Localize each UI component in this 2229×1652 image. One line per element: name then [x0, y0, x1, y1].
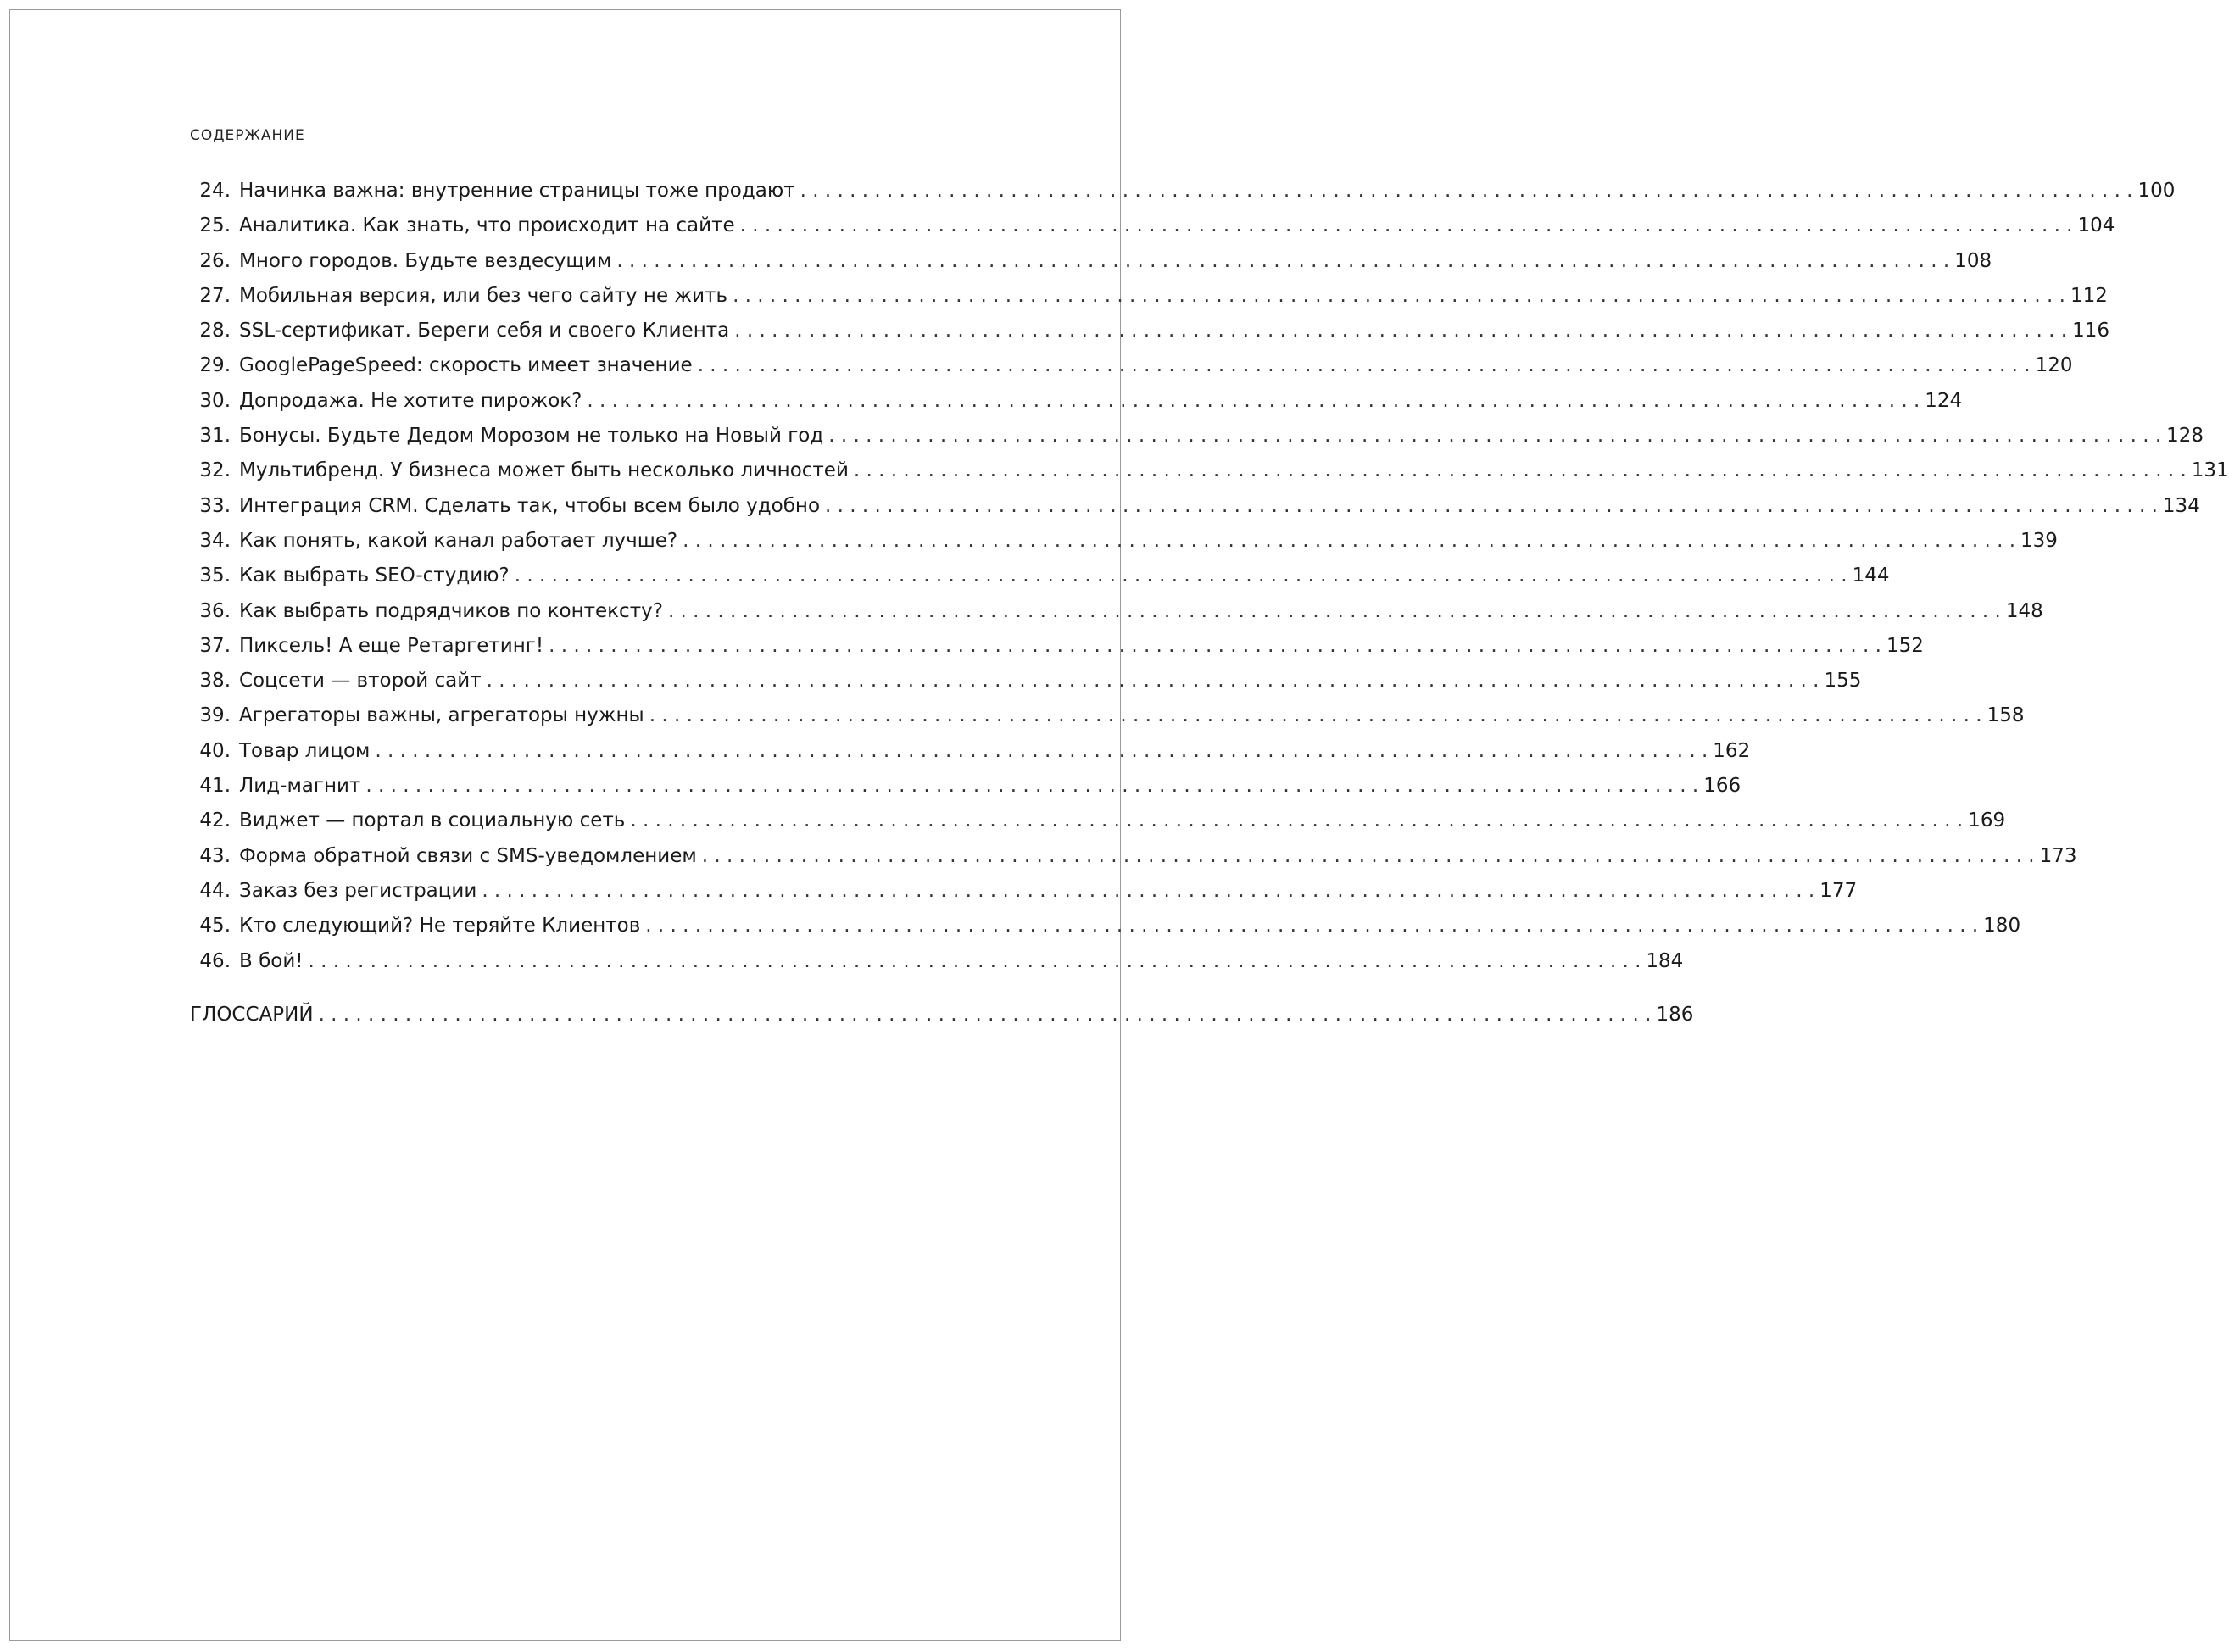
- toc-entry-title: Бонусы. Будьте Дедом Морозом не только на Новый год: [239, 425, 824, 448]
- dot-leader: [825, 495, 2158, 517]
- toc-entry-title: GooglePageSpeed: скорость имеет значение: [239, 354, 693, 377]
- toc-entry-number: 39.: [199, 704, 231, 727]
- glossary-title: ГЛОССАРИЙ: [190, 1004, 314, 1026]
- toc-entry-page: 166: [1703, 775, 1741, 798]
- toc-entry-number: 27.: [199, 284, 231, 307]
- toc-entry-page: 177: [1819, 879, 1858, 902]
- toc-entry-glossary[interactable]: [190, 1004, 1694, 1038]
- glossary-entry[interactable]: [190, 1004, 1694, 1038]
- toc-entry[interactable]: [190, 494, 2200, 530]
- toc-entry-title: Мультибренд. У бизнеса может быть несколько личностей: [239, 459, 849, 482]
- dot-leader: [515, 565, 1847, 587]
- toc-entry-title: Интеграция CRM. Сделать так, чтобы всем было удобно: [239, 494, 821, 517]
- toc-entry-title: В бой!: [239, 949, 304, 972]
- toc-entry-page: 155: [1824, 670, 1862, 693]
- dot-leader: [319, 1004, 1652, 1026]
- toc-entry-number: 42.: [199, 809, 231, 832]
- toc-entry-page: 112: [2070, 284, 2108, 307]
- toc-entry-title: Виджет — портал в социальную сеть: [239, 809, 626, 832]
- toc-entry-page: 120: [2035, 354, 2073, 377]
- toc-entry-title: Как понять, какой канал работает лучше?: [239, 529, 678, 552]
- toc-entry-title: Допродажа. Не хотите пирожок?: [239, 389, 582, 412]
- toc-entry-number: 28.: [199, 320, 231, 342]
- dot-leader: [698, 354, 2031, 376]
- dot-leader: [365, 775, 1698, 797]
- toc-entry[interactable]: [190, 670, 1862, 704]
- toc-entry[interactable]: [190, 284, 2108, 320]
- toc-entry[interactable]: [190, 249, 1992, 285]
- toc-entry-title: Аналитика. Как знать, что происходит на сайте: [239, 214, 735, 237]
- toc-entry-number: 26.: [199, 249, 231, 272]
- toc-entry-number: 25.: [199, 214, 231, 237]
- toc-entry[interactable]: [190, 320, 2110, 354]
- dot-leader: [702, 845, 2035, 867]
- toc-entry-title: Мобильная версия, или без чего сайту не жить: [239, 284, 728, 307]
- toc-entry-number: 35.: [199, 565, 231, 587]
- toc-entry-page: 100: [2137, 180, 2176, 202]
- toc-entry-number: 30.: [199, 389, 231, 412]
- dot-leader: [375, 740, 1708, 762]
- toc-entry[interactable]: [190, 459, 2229, 494]
- toc-entry-number: 46.: [199, 949, 231, 972]
- toc-entry[interactable]: [190, 180, 2176, 214]
- toc-entry-title: Кто следующий? Не теряйте Клиентов: [239, 915, 641, 937]
- toc-entry-title: Начинка важна: внутренние страницы тоже продают: [239, 180, 795, 202]
- toc-entry-page: 162: [1713, 739, 1751, 762]
- dot-leader: [645, 915, 1978, 937]
- dot-leader: [616, 250, 1949, 272]
- dot-leader: [800, 180, 2133, 202]
- toc-entry-title: Много городов. Будьте вездесущим: [239, 249, 612, 272]
- toc-entry[interactable]: [190, 704, 2025, 739]
- toc-entry-title: Как выбрать подрядчиков по контексту?: [239, 599, 663, 622]
- dot-leader: [309, 950, 1641, 972]
- toc-entry-page: 184: [1646, 949, 1684, 972]
- toc-entry-page: 158: [1987, 704, 2025, 727]
- dot-leader: [733, 285, 2065, 307]
- running-head: СОДЕРЖАНИЕ: [190, 127, 305, 144]
- dot-leader: [683, 530, 2015, 552]
- glossary-page: 186: [1656, 1004, 1694, 1026]
- dot-leader: [740, 214, 2073, 236]
- toc-entry-page: 104: [2077, 214, 2115, 237]
- toc-entry-number: 31.: [199, 425, 231, 448]
- table-of-contents: [190, 180, 2229, 985]
- toc-entry-title: Агрегаторы важны, агрегаторы нужны: [239, 704, 644, 727]
- toc-entry-page: 139: [2020, 529, 2058, 552]
- toc-entry-number: 24.: [199, 180, 231, 202]
- toc-entry-title: Как выбрать SEO-студию?: [239, 565, 510, 587]
- toc-entry-page: 128: [2166, 425, 2204, 448]
- toc-entry-number: 38.: [199, 670, 231, 693]
- toc-entry-number: 36.: [199, 599, 231, 622]
- toc-entry[interactable]: [190, 529, 2058, 565]
- toc-entry-number: 40.: [199, 739, 231, 762]
- dot-leader: [828, 425, 2161, 447]
- dot-leader: [487, 670, 1819, 692]
- toc-entry[interactable]: [190, 879, 1858, 915]
- toc-entry-title: Товар лицом: [239, 739, 371, 762]
- toc-entry-page: 180: [1983, 915, 2021, 937]
- dot-leader: [587, 390, 1920, 412]
- toc-entry[interactable]: [190, 354, 2073, 389]
- toc-entry[interactable]: [190, 775, 1741, 809]
- toc-entry[interactable]: [190, 844, 2077, 880]
- toc-entry-page: 144: [1852, 565, 1890, 587]
- toc-entry-page: 108: [1954, 249, 1992, 272]
- toc-entry-number: 44.: [199, 879, 231, 902]
- toc-entry-title: Лид-магнит: [239, 775, 361, 798]
- toc-entry-number: 29.: [199, 354, 231, 377]
- toc-entry-page: 124: [1925, 389, 1963, 412]
- toc-entry[interactable]: [190, 949, 1684, 985]
- toc-entry-number: 37.: [199, 634, 231, 657]
- toc-entry-number: 32.: [199, 459, 231, 482]
- toc-entry[interactable]: [190, 214, 2115, 249]
- dot-leader: [630, 809, 1963, 832]
- toc-entry[interactable]: [190, 425, 2204, 459]
- toc-entry-number: 43.: [199, 844, 231, 867]
- toc-entry-page: 116: [2072, 320, 2110, 342]
- toc-entry[interactable]: [190, 739, 1751, 775]
- dot-leader: [854, 459, 2187, 481]
- toc-entry[interactable]: [190, 634, 1924, 670]
- toc-entry[interactable]: [190, 389, 1963, 425]
- toc-entry-page: 134: [2162, 494, 2200, 517]
- dot-leader: [668, 600, 2001, 622]
- toc-entry-page: 173: [2039, 844, 2077, 867]
- dot-leader: [734, 320, 2067, 342]
- toc-entry-number: 34.: [199, 529, 231, 552]
- toc-entry[interactable]: [190, 915, 2021, 949]
- dot-leader: [649, 704, 1982, 726]
- dot-leader: [482, 880, 1814, 902]
- toc-entry-title: Пиксель! А еще Ретаргетинг!: [239, 634, 544, 657]
- toc-entry-page: 152: [1886, 634, 1924, 657]
- toc-entry-number: 45.: [199, 915, 231, 937]
- toc-entry-page: 169: [1968, 809, 2006, 832]
- toc-entry-number: 33.: [199, 494, 231, 517]
- toc-entry-number: 41.: [199, 775, 231, 798]
- dot-leader: [549, 635, 1881, 657]
- toc-entry[interactable]: [190, 809, 2006, 844]
- toc-entry[interactable]: [190, 565, 1890, 599]
- toc-entry[interactable]: [190, 599, 2043, 635]
- toc-entry-title: Заказ без регистрации: [239, 879, 477, 902]
- toc-entry-title: Форма обратной связи с SMS-уведомлением: [239, 844, 697, 867]
- toc-entry-page: 131: [2191, 459, 2229, 482]
- toc-entry-title: Соцсети — второй сайт: [239, 670, 482, 693]
- toc-entry-page: 148: [2005, 599, 2043, 622]
- toc-entry-title: SSL-сертификат. Береги себя и своего Клиента: [239, 320, 730, 342]
